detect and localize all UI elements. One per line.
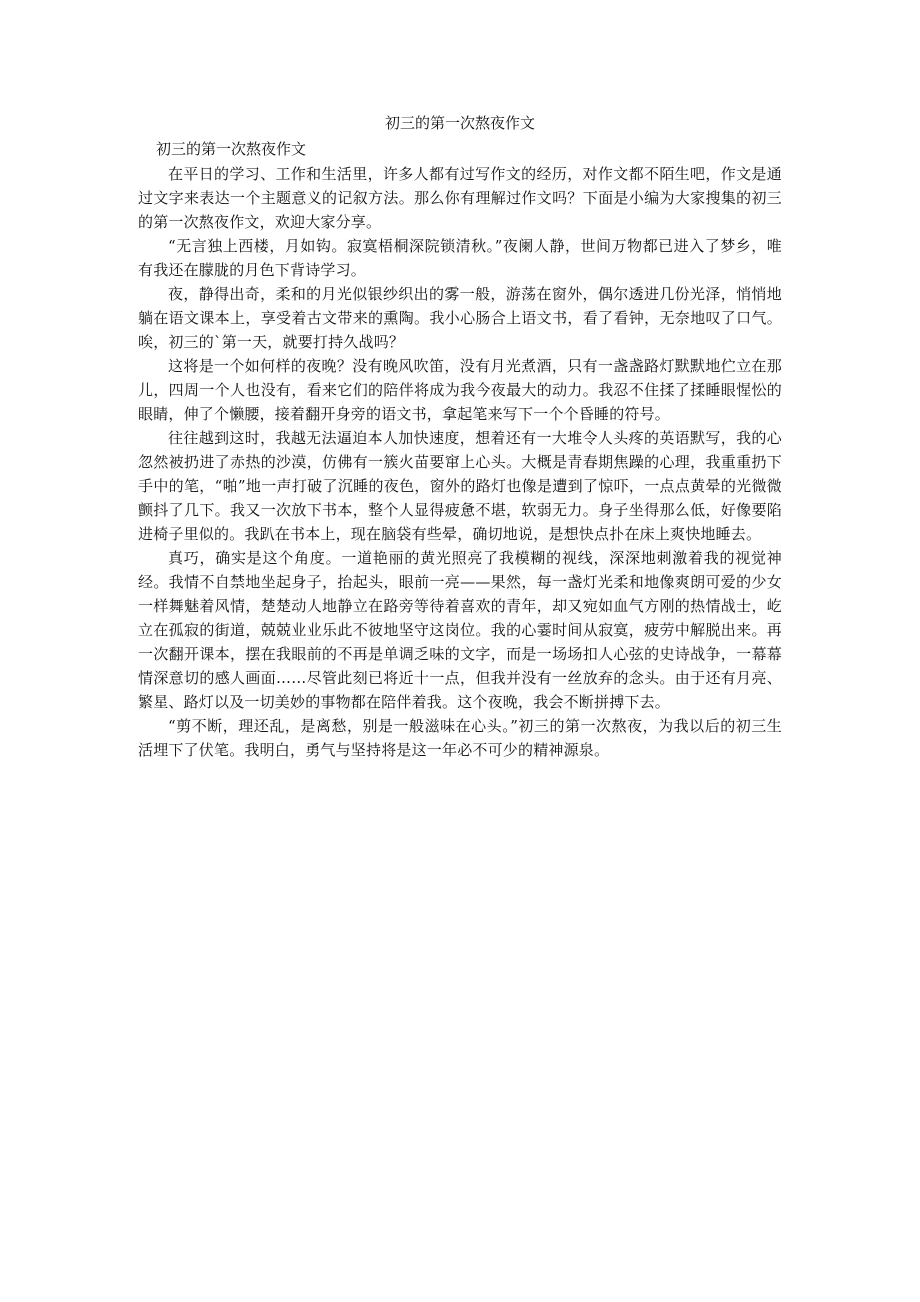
paragraph-poem-opening: “无言独上西楼，月如钩。寂寞梧桐深院锁清秋。”夜阑人静，世间万物都已进入了梦乡，唯有我还在朦胧的月色下背诗学习。: [138, 237, 782, 279]
paragraph-street-lamps: 这将是一个如何样的夜晚？没有晚风吹笛，没有月光煮酒，只有一盏盏路灯默默地伫立在那儿，四周一个人也没有，看来它们的陪伴将成为我今夜最大的动力。我忍不住揉了揉睡眼惺忪的眼睛，伸了个懒腰，接着翻开身旁的语文书，拿起笔来写下一个个昏睡的符号。: [138, 357, 782, 423]
paragraph-quiet-night: 夜，静得出奇，柔和的月光似银纱织出的雾一般，游荡在窗外，偶尔透进几份光泽，悄悄地躺在语文课本上，享受着古文带来的熏陶。我小心肠合上语文书，看了看钟，无奈地叹了口气。唉，初三的`第一天，就要打持久战吗？: [138, 285, 782, 351]
paragraph-intro: 在平日的学习、工作和生活里，许多人都有过写作文的经历，对作文都不陌生吧，作文是通过文字来表达一个主题意义的记叙方法。那么你有理解过作文吗？下面是小编为大家搜集的初三的第一次熬夜作文，欢迎大家分享。: [138, 165, 782, 231]
paragraph-frustration: 往往越到这时，我越无法逼迫本人加快速度，想着还有一大堆令人头疼的英语默写，我的心忽然被扔进了赤热的沙漠，仿佛有一簇火苗要窜上心头。大概是青春期焦躁的心理，我重重扔下手中的笔，“啪”地一声打破了沉睡的夜色，窗外的路灯也像是遭到了惊吓，一点点黄晕的光微微颤抖了几下。我又一次放下书本，整个人显得疲惫不堪，软弱无力。身子坐得那么低，好像要陷进椅子里似的。我趴在书本上，现在脑袋有些晕，确切地说，是想快点扑在床上爽快地睡去。: [138, 429, 782, 543]
document-title: 初三的第一次熬夜作文: [384, 114, 535, 132]
paragraph-conclusion: “剪不断，理还乱，是离愁，别是一般滋味在心头。”初三的第一次熬夜，为我以后的初三生活埋下了伏笔。我明白，勇气与坚持将是这一年必不可少的精神源泉。: [138, 717, 782, 759]
paragraph-inspiration: 真巧，确实是这个角度。一道艳丽的黄光照亮了我模糊的视线，深深地刺激着我的视觉神经。我情不自禁地坐起身子，抬起头，眼前一亮——果然，每一盏灯光柔和地像爽朗可爱的少女一样舞魅着风情，楚楚动人地静立在路旁等待着喜欢的青年，却又宛如血气方刚的热情战士，屹立在孤寂的街道，兢兢业业乐此不彼地坚守这岗位。我的心霎时间从寂寞，疲劳中解脱出来。再一次翻开课本，摆在我眼前的不再是单调乏味的文字，而是一场场扣人心弦的史诗战争，一幕幕情深意切的感人画面……尽管此刻已将近十一点，但我并没有一丝放弃的念头。由于还有月亮、繁星、路灯以及一切美妙的事物都在陪伴着我。这个夜晚，我会不断拼搏下去。: [138, 549, 782, 711]
document-subtitle: 初三的第一次熬夜作文: [156, 140, 307, 158]
document-page: [138, 112, 782, 762]
